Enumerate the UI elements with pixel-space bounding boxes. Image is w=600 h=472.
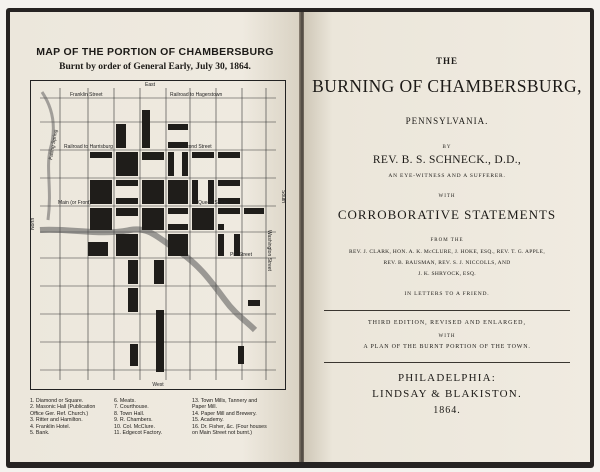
map-label-washington: Washington Street <box>266 230 272 271</box>
contributors-line-1: REV. J. CLARK, HON. A. K. McCLURE, J. HOKE, ESQ., REV. T. G. APPLE, <box>348 249 545 255</box>
legend-item: 10. Col. McClure. <box>114 423 155 430</box>
open-book <box>6 8 594 468</box>
with-label-2: WITH <box>438 334 456 339</box>
legend-item: 6. Meats. <box>114 398 136 404</box>
town-map <box>30 80 286 390</box>
author-description: AN EYE-WITNESS AND A SUFFERER. <box>388 173 506 179</box>
map-label-pitt: Pitt Street <box>230 252 252 258</box>
map-label-east: East <box>144 82 156 88</box>
contributors-line-2: REV. B. BAUSMAN, REV. S. J. NICCOLLS, AND <box>383 260 511 266</box>
legend-item: 14. Paper Mill and Brewery. <box>192 410 257 417</box>
legend-item: 16. Dr. Fisher, &c. (Four houses <box>192 423 267 430</box>
contributors-line-3: J. K. SHRYOCK, ESQ. <box>418 271 476 277</box>
map-label-rr-hagerstown: Railroad to Hagerstown <box>170 92 223 98</box>
with-label: WITH <box>438 194 456 199</box>
corroborative-heading: CORROBORATIVE STATEMENTS <box>337 207 557 222</box>
legend-item: 11. Edgecot Factory. <box>114 430 163 437</box>
burnt-blocks <box>88 110 264 372</box>
edition-note: THIRD EDITION, REVISED AND ENLARGED, <box>368 320 526 326</box>
legend-item: 9. R. Chambers. <box>114 417 153 424</box>
legend-item: 2. Masonic Hall (Publication <box>30 404 96 411</box>
map-label-north: North <box>30 217 36 230</box>
publisher-name: LINDSAY & BLAKISTON. <box>372 388 522 400</box>
map-label-west: West <box>152 382 164 388</box>
divider-rule <box>324 362 570 363</box>
legend-column-1 <box>30 398 95 436</box>
legend-item: 7. Courthouse. <box>114 404 149 411</box>
map-label-queen: Queen Street <box>198 200 228 206</box>
title-page <box>304 12 590 462</box>
plan-note: A PLAN OF THE BURNT PORTION OF THE TOWN. <box>363 344 531 350</box>
author-name: REV. B. S. SCHNECK., D.D., <box>372 154 522 166</box>
map-subtitle: Burnt by order of General Early, July 30, 1864. <box>59 62 251 72</box>
legend-item: 15. Academy. <box>192 417 224 424</box>
legend-column-3 <box>192 398 267 436</box>
legend-item: 3. Ritter and Hamilton. <box>30 417 83 424</box>
legend-column-2 <box>114 398 162 436</box>
legend-item: 1. Diamond or Square. <box>30 398 84 404</box>
map-label-franklin: Franklin Street <box>70 92 103 98</box>
map-label-rr-harrisburg: Railroad to Harrisburg <box>64 144 113 150</box>
publication-year: 1864. <box>433 405 461 416</box>
book-title: BURNING OF CHAMBERSBURG, <box>312 76 582 96</box>
map-title: MAP OF THE PORTION OF CHAMBERSBURG <box>36 46 274 58</box>
legend-item: Office Ger. Ref. Church.) <box>30 410 89 417</box>
divider-rule <box>324 310 570 311</box>
left-page <box>10 12 300 462</box>
letters-note: IN LETTERS TO A FRIEND. <box>404 291 490 297</box>
map-label-south: South <box>280 190 286 204</box>
book-state: PENNSYLVANIA. <box>405 116 489 126</box>
publisher-city: PHILADELPHIA: <box>397 372 497 384</box>
legend-item: on Main Street not burnt.) <box>192 430 253 437</box>
from-label: FROM THE <box>430 238 464 243</box>
by-label: BY <box>442 145 452 150</box>
legend-item: Paper Mill. <box>192 404 218 411</box>
map-label-main: Main (or Front) <box>58 200 92 206</box>
legend-item: 8. Town Hall. <box>114 410 145 417</box>
map-label-second: Second Street <box>180 144 212 150</box>
legend-item: 5. Bank. <box>30 430 50 437</box>
legend-item: 4. Franklin Hotel. <box>30 423 71 430</box>
title-the: THE <box>435 56 458 66</box>
legend-item: 13. Town Mills, Tannery and <box>192 398 258 404</box>
map-label-falling-spring: Falling Spring <box>48 129 60 161</box>
